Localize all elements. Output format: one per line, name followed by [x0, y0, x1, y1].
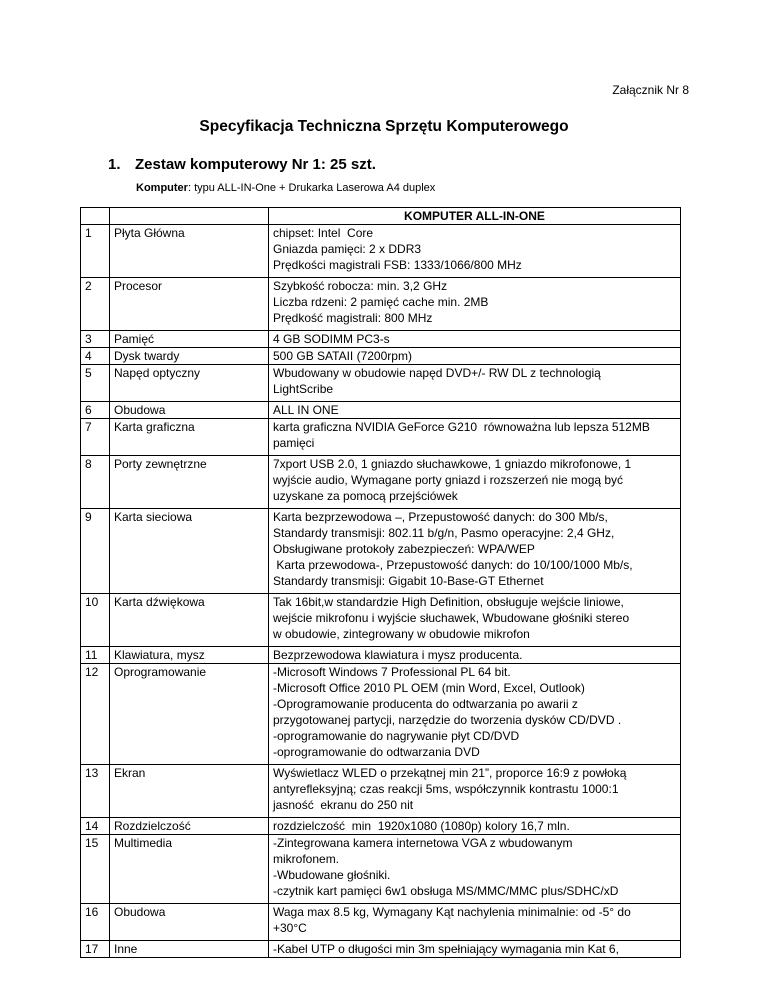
row-description [269, 419, 681, 456]
row-number: 1 [81, 225, 110, 278]
description-line: karta graficzna NVIDIA GeForce G210 równoważna lub lepsza 512MB [273, 420, 650, 434]
row-number: 6 [81, 402, 110, 419]
description-line: antyrefleksyjną; czas reakcji 5ms, współczynnik kontrastu 1000:1 [273, 782, 619, 796]
description-line: +30°C [273, 921, 307, 935]
description-line: Prędkości magistrali FSB: 1333/1066/800 MHz [273, 258, 522, 272]
row-number: 12 [81, 664, 110, 765]
row-number: 7 [81, 419, 110, 456]
row-description [269, 835, 681, 904]
row-number: 4 [81, 348, 110, 365]
row-number: 5 [81, 365, 110, 402]
row-component-name: Rozdzielczość [110, 818, 269, 835]
subtitle-text: : typu ALL-IN-One + Drukarka Laserowa A4 duplex [187, 182, 436, 194]
row-description [269, 456, 681, 509]
row-description [269, 941, 681, 958]
row-component-name: Klawiatura, mysz [110, 647, 269, 664]
description-line: Liczba rdzeni: 2 pamięć cache min. 2MB [273, 295, 489, 309]
description-line: -czytnik kart pamięci 6w1 obsługa MS/MMC/MMC plus/SDHC/xD [273, 884, 619, 898]
row-description [269, 509, 681, 594]
description-line: -oprogramowanie do nagrywanie płyt CD/DVD [273, 729, 520, 743]
row-description [269, 904, 681, 941]
document-title: Specyfikacja Techniczna Sprzętu Komputerowego [199, 118, 569, 135]
description-line: -Wbudowane głośniki. [273, 868, 391, 882]
description-line: Karta bezprzewodowa –, Przepustowość danych: do 300 Mb/s, [273, 510, 608, 524]
description-line: -Microsoft Office 2010 PL OEM (min Word, Excel, Outlook) [273, 681, 585, 695]
description-line: Prędkość magistrali: 800 MHz [273, 311, 433, 325]
description-line: przygotowanej partycji, narzędzie do tworzenia dysków CD/DVD . [273, 713, 622, 727]
row-number: 8 [81, 456, 110, 509]
row-component-name: Procesor [110, 278, 269, 331]
description-line: rozdzielczość min 1920x1080 (1080p) kolory 16,7 mln. [273, 819, 570, 833]
computer-subtitle [136, 182, 435, 194]
description-line: Obsługiwane protokoły zabezpieczeń: WPA/WEP [273, 542, 535, 556]
table-heading: KOMPUTER ALL-IN-ONE [404, 209, 545, 223]
attachment-label: Załącznik Nr 8 [612, 83, 689, 97]
table-row [81, 456, 681, 509]
description-line: -Zintegrowana kamera internetowa VGA z wbudowanym [273, 836, 573, 850]
description-line: -Oprogramowanie producenta do odtwarzania po awarii z [273, 697, 578, 711]
row-description [269, 664, 681, 765]
row-number: 9 [81, 509, 110, 594]
table-row [81, 765, 681, 818]
table-row [81, 941, 681, 958]
row-component-name: Dysk twardy [110, 348, 269, 365]
description-line: -Microsoft Windows 7 Professional PL 64 bit. [273, 665, 511, 679]
heading-num-cell [81, 208, 110, 225]
description-line: chipset: Intel Core [273, 226, 374, 240]
description-line: Wbudowany w obudowie napęd DVD+/- RW DL z technologią [273, 366, 601, 380]
heading-name-cell [110, 208, 269, 225]
row-component-name: Napęd optyczny [110, 365, 269, 402]
row-number: 11 [81, 647, 110, 664]
row-component-name: Inne [110, 941, 269, 958]
table-row [81, 402, 681, 419]
description-line: -Kabel UTP o długości min 3m spełniający wymagania min Kat 6, [273, 942, 619, 956]
description-line: ALL IN ONE [273, 403, 339, 417]
heading-desc-cell [269, 208, 681, 225]
row-component-name: Multimedia [110, 835, 269, 904]
table-row [81, 348, 681, 365]
description-line: 7xport USB 2.0, 1 gniazdo słuchawkowe, 1 gniazdo mikrofonowe, 1 [273, 457, 632, 471]
table-row [81, 647, 681, 664]
row-description [269, 348, 681, 365]
row-component-name: Obudowa [110, 904, 269, 941]
row-component-name: Płyta Główna [110, 225, 269, 278]
row-number: 16 [81, 904, 110, 941]
table-row [81, 419, 681, 456]
description-line: mikrofonem. [273, 852, 340, 866]
row-description [269, 765, 681, 818]
row-description [269, 225, 681, 278]
row-component-name: Karta graficzna [110, 419, 269, 456]
description-line: 500 GB SATAII (7200rpm) [273, 349, 412, 363]
row-description [269, 278, 681, 331]
row-component-name: Karta dźwiękowa [110, 594, 269, 647]
table-row [81, 365, 681, 402]
description-line: w obudowie, zintegrowany w obudowie mikrofon [273, 627, 530, 641]
description-line: 4 GB SODIMM PC3-s [273, 332, 390, 346]
description-line: Bezprzewodowa klawiatura i mysz producenta. [273, 648, 523, 662]
row-number: 13 [81, 765, 110, 818]
table-row [81, 904, 681, 941]
description-line: wyjście audio, Wymagane porty gniazd i rozszerzeń nie mogą być [273, 473, 624, 487]
row-number: 10 [81, 594, 110, 647]
row-number: 3 [81, 331, 110, 348]
description-line: jasność ekranu do 250 nit [273, 798, 414, 812]
description-line: Standardy transmisji: Gigabit 10-Base-GT Ethernet [273, 574, 544, 588]
description-line: Tak 16bit,w standardzie High Definition, obsługuje wejście liniowe, [273, 595, 624, 609]
row-number: 14 [81, 818, 110, 835]
row-component-name: Ekran [110, 765, 269, 818]
section-title: Zestaw komputerowy Nr 1: 25 szt. [135, 156, 376, 173]
row-number: 2 [81, 278, 110, 331]
description-line: Gniazda pamięci: 2 x DDR3 [273, 242, 422, 256]
row-description [269, 647, 681, 664]
row-description [269, 402, 681, 419]
table-row [81, 664, 681, 765]
section-number: 1. [108, 156, 121, 173]
row-component-name: Obudowa [110, 402, 269, 419]
row-description [269, 594, 681, 647]
table-row [81, 594, 681, 647]
description-line: LightScribe [273, 382, 334, 396]
row-component-name: Porty zewnętrzne [110, 456, 269, 509]
row-description [269, 331, 681, 348]
row-number: 15 [81, 835, 110, 904]
row-number: 17 [81, 941, 110, 958]
row-component-name: Pamięć [110, 331, 269, 348]
subtitle-label: Komputer [136, 182, 188, 194]
description-line: Standardy transmisji: 802.11 b/g/n, Pasmo operacyjne: 2,4 GHz, [273, 526, 615, 540]
table-row [81, 509, 681, 594]
description-line: uzyskane za pomocą przejściówek [273, 489, 458, 503]
description-line: Karta przewodowa-, Przepustowość danych: do 10/100/1000 Mb/s, [273, 558, 633, 572]
table-row [81, 818, 681, 835]
spec-table [80, 207, 681, 958]
table-heading-row [81, 208, 681, 225]
table-row [81, 225, 681, 278]
row-component-name: Karta sieciowa [110, 509, 269, 594]
description-line: wejście mikrofonu i wyjście słuchawek, Wbudowane głośniki stereo [273, 611, 630, 625]
description-line: pamięci [273, 436, 315, 450]
row-description [269, 365, 681, 402]
table-row [81, 835, 681, 904]
table-row [81, 278, 681, 331]
section-heading [108, 156, 376, 173]
description-line: Szybkość robocza: min. 3,2 GHz [273, 279, 448, 293]
row-component-name: Oprogramowanie [110, 664, 269, 765]
row-description [269, 818, 681, 835]
description-line: Waga max 8.5 kg, Wymagany Kąt nachylenia minimalnie: od -5° do [273, 905, 631, 919]
description-line: -oprogramowanie do odtwarzania DVD [273, 745, 480, 759]
description-line: Wyświetlacz WLED o przekątnej min 21”, proporce 16:9 z powłoką [273, 766, 627, 780]
table-row [81, 331, 681, 348]
